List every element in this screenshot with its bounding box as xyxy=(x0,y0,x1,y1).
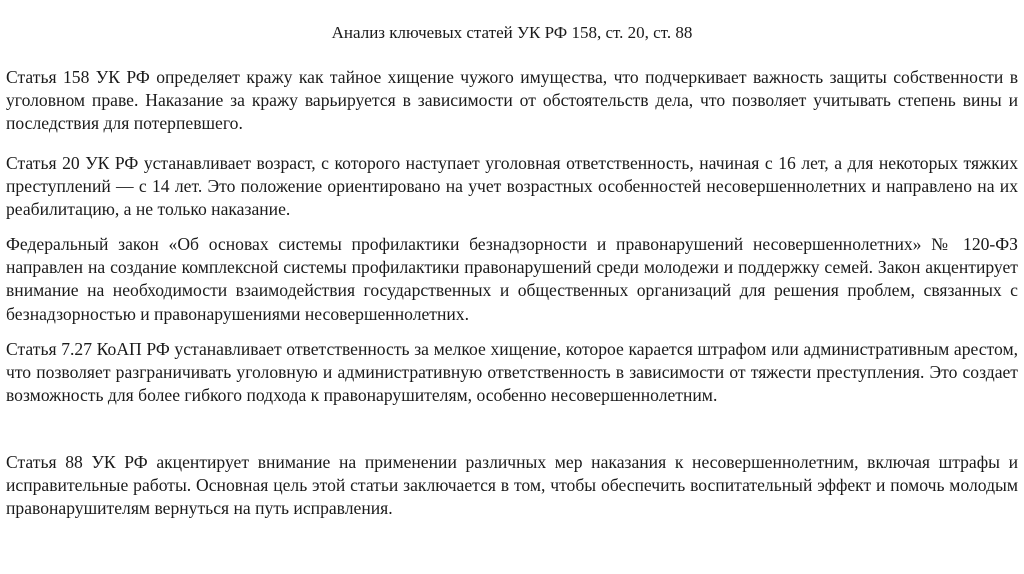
paragraph-article-20: Статья 20 УК РФ устанавливает возраст, с которого наступает уголовная ответственность, начиная с 16 лет, а для некоторых тяжких преступлений — с 14 лет. Это положение ориентировано на учет возрастных особенностей несовершеннолетних и направлено на их реабилитацию, а не только наказание. xyxy=(6,153,1018,220)
paragraph-federal-law-120: Федеральный закон «Об основах системы профилактики безнадзорности и правонарушений несовершеннолетних» № 120-ФЗ направлен на создание комплексной системы профилактики правонарушений среди молодежи и поддержку семей. Закон акцентирует внимание на необходимости взаимодействия государственных и общественных организаций для решения проблем, связанных с безнадзорностью и правонарушениями несовершеннолетних. xyxy=(6,234,1018,324)
paragraph-article-88: Статья 88 УК РФ акцентирует внимание на применении различных мер наказания к несовершеннолетним, включая штрафы и исправительные работы. Основная цель этой статьи заключается в том, чтобы обеспечить воспитательный эффект и помочь молодым правонарушителям вернуться на путь исправления. xyxy=(6,452,1018,519)
paragraph-koap-7-27: Статья 7.27 КоАП РФ устанавливает ответственность за мелкое хищение, которое карается штрафом или административным арестом, что позволяет разграничивать уголовную и административную ответственность в зависимости от тяжести преступления. Это создает возможность для более гибкого подхода к правонарушителям, особенно несовершеннолетним. xyxy=(6,339,1018,406)
slide-title: Анализ ключевых статей УК РФ 158, ст. 20, ст. 88 xyxy=(331,23,693,42)
paragraph-article-158: Статья 158 УК РФ определяет кражу как тайное хищение чужого имущества, что подчеркивает важность защиты собственности в уголовном праве. Наказание за кражу варьируется в зависимости от обстоятельств дела, что позволяет учитывать степень вины и последствия для потерпевшего. xyxy=(6,67,1018,134)
